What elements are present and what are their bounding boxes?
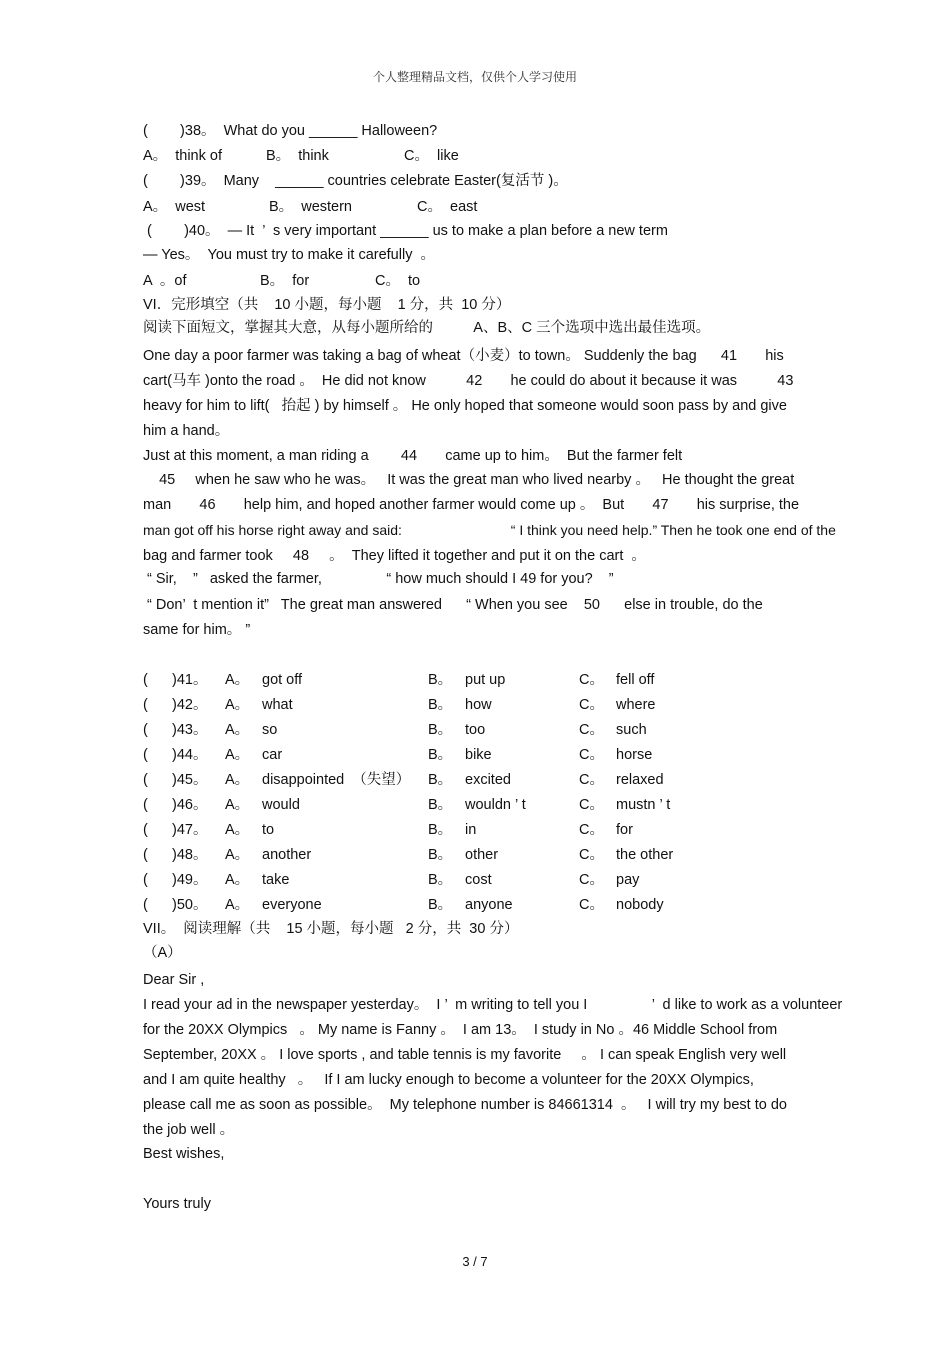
option-c: relaxed bbox=[616, 772, 664, 788]
option-num: )49。 bbox=[172, 872, 208, 888]
option-num: )48。 bbox=[172, 847, 208, 863]
option-c: horse bbox=[616, 747, 653, 763]
option-c: such bbox=[616, 722, 647, 738]
option-b: bike bbox=[465, 747, 492, 763]
passage-line: “ Don’ t mention it” The great man answered “ When you see 50 else in trouble, do the bbox=[143, 597, 763, 613]
option-label-paren: ( bbox=[143, 797, 148, 813]
option-label-A: A。 bbox=[225, 672, 250, 688]
option-num: )45。 bbox=[172, 772, 208, 788]
option-c: where bbox=[616, 697, 656, 713]
option-label-B: B。 bbox=[428, 822, 453, 838]
section7-title: VII。 阅读理解（共 15 小题，每小题 2 分，共 30 分） bbox=[143, 921, 519, 937]
option-label-A: A。 bbox=[225, 697, 250, 713]
option-b: anyone bbox=[465, 897, 513, 913]
option-label-A: A。 bbox=[225, 747, 250, 763]
option-a: got off bbox=[262, 672, 303, 688]
option-num: )42。 bbox=[172, 697, 208, 713]
letter-line: for the 20XX Olympics 。 My name is Fanny 。 I am 13。 I study in No 。46 Middle School from bbox=[143, 1022, 778, 1038]
q40-reply: — Yes。 You must try to make it carefully 。 bbox=[143, 247, 435, 263]
option-b: wouldn ’ t bbox=[465, 797, 526, 813]
option-label-A: A。 bbox=[225, 822, 250, 838]
passage-line: Just at this moment, a man riding a 44 came up to him。 But the farmer felt bbox=[143, 448, 683, 464]
option-label-C: C。 bbox=[579, 872, 604, 888]
letter-line: I read your ad in the newspaper yesterday。 I ’ m writing to tell you I ’ d like to work as a volunteer bbox=[143, 997, 843, 1013]
option-label-C: C。 bbox=[579, 797, 604, 813]
option-label-A: A。 bbox=[225, 772, 250, 788]
q39-option-b: B。 western bbox=[269, 199, 352, 215]
option-c: nobody bbox=[616, 897, 664, 913]
option-num: )43。 bbox=[172, 722, 208, 738]
q38-option-c: C。 like bbox=[404, 148, 459, 164]
option-a: everyone bbox=[262, 897, 322, 913]
option-label-paren: ( bbox=[143, 672, 148, 688]
option-a: take bbox=[262, 872, 290, 888]
page-header: 个人整理精品文档，仅供个人学习使用 bbox=[372, 70, 577, 84]
option-num: )50。 bbox=[172, 897, 208, 913]
option-label-B: B。 bbox=[428, 672, 453, 688]
option-label-paren: ( bbox=[143, 697, 148, 713]
passage-line: 45 when he saw who he was。 It was the great man who lived nearby 。 He thought the great bbox=[143, 472, 795, 488]
q40-stem: ( )40。 — It ’ s very important ______ us to make a plan before a new term bbox=[143, 223, 668, 239]
option-label-B: B。 bbox=[428, 722, 453, 738]
option-b: cost bbox=[465, 872, 492, 888]
passage-line: same for him。 ” bbox=[143, 622, 251, 638]
option-c: the other bbox=[616, 847, 674, 863]
letter-line: Best wishes, bbox=[143, 1146, 225, 1162]
option-a: another bbox=[262, 847, 312, 863]
section6-instruction: 阅读下面短文，掌握其大意，从每小题所给的 A、B、C 三个选项中选出最佳选项。 bbox=[143, 320, 711, 336]
section6-title: VI．完形填空（共 10 小题，每小题 1 分，共 10 分） bbox=[143, 297, 511, 313]
option-c: fell off bbox=[616, 672, 655, 688]
passage-line: man got off his horse right away and said: “ I think you need help.” Then he took one end of the bbox=[143, 522, 836, 538]
option-label-paren: ( bbox=[143, 722, 148, 738]
q40-option-b: B。 for bbox=[260, 273, 310, 289]
option-a: so bbox=[262, 722, 278, 738]
option-label-A: A。 bbox=[225, 847, 250, 863]
option-label-B: B。 bbox=[428, 797, 453, 813]
option-label-paren: ( bbox=[143, 772, 148, 788]
q40-option-a: A 。of bbox=[143, 273, 187, 289]
q38-option-b: B。 think bbox=[266, 148, 329, 164]
option-label-paren: ( bbox=[143, 847, 148, 863]
q38-stem: ( )38。 What do you ______ Halloween? bbox=[143, 123, 438, 139]
option-num: )44。 bbox=[172, 747, 208, 763]
option-label-C: C。 bbox=[579, 672, 604, 688]
option-a: car bbox=[262, 747, 283, 763]
option-num: )47。 bbox=[172, 822, 208, 838]
option-label-paren: ( bbox=[143, 747, 148, 763]
q38-option-a: A。 think of bbox=[143, 148, 222, 164]
passage-line: man 46 help him, and hoped another farmer would come up 。 But 47 his surprise, the bbox=[143, 497, 800, 513]
option-label-C: C。 bbox=[579, 747, 604, 763]
option-label-C: C。 bbox=[579, 822, 604, 838]
option-label-B: B。 bbox=[428, 872, 453, 888]
passage-line: “ Sir, ” asked the farmer, “ how much should I 49 for you? ” bbox=[143, 571, 614, 587]
option-num: )41。 bbox=[172, 672, 208, 688]
option-label-A: A。 bbox=[225, 897, 250, 913]
page-number: 3 / 7 bbox=[462, 1254, 488, 1269]
option-b: put up bbox=[465, 672, 506, 688]
option-label-A: A。 bbox=[225, 722, 250, 738]
passage-line: heavy for him to lift( 抬起 ) by himself 。 He only hoped that someone would soon pass by and give bbox=[143, 398, 787, 414]
letter-line: September, 20XX 。 I love sports , and table tennis is my favorite 。 I can speak English very well bbox=[143, 1047, 787, 1063]
passage-line: One day a poor farmer was taking a bag of wheat（小麦）to town。 Suddenly the bag 41 his bbox=[143, 348, 784, 364]
letter-line: Yours truly bbox=[143, 1196, 211, 1212]
section7-subtitle: （A） bbox=[143, 945, 182, 961]
option-label-A: A。 bbox=[225, 872, 250, 888]
option-label-C: C。 bbox=[579, 897, 604, 913]
option-a: would bbox=[262, 797, 300, 813]
option-label-B: B。 bbox=[428, 897, 453, 913]
option-label-C: C。 bbox=[579, 722, 604, 738]
q40-option-c: C。 to bbox=[375, 273, 421, 289]
option-b: excited bbox=[465, 772, 511, 788]
option-label-paren: ( bbox=[143, 897, 148, 913]
option-c: pay bbox=[616, 872, 640, 888]
letter-line: Dear Sir , bbox=[143, 972, 205, 988]
option-label-A: A。 bbox=[225, 797, 250, 813]
option-num: )46。 bbox=[172, 797, 208, 813]
option-b: how bbox=[465, 697, 492, 713]
option-label-B: B。 bbox=[428, 697, 453, 713]
passage-line: him a hand。 bbox=[143, 423, 230, 439]
letter-line: the job well 。 bbox=[143, 1122, 235, 1138]
passage-line: bag and farmer took 48 。 They lifted it together and put it on the cart 。 bbox=[143, 548, 646, 564]
passage-line: cart(马车 )onto the road 。 He did not know 42 he could do about it because it was 43 bbox=[143, 373, 794, 389]
q39-stem: ( )39。 Many ______ countries celebrate Easter(复活节 )。 bbox=[143, 173, 568, 189]
option-label-B: B。 bbox=[428, 747, 453, 763]
option-b: other bbox=[465, 847, 499, 863]
option-c: mustn ’ t bbox=[616, 797, 671, 813]
option-label-paren: ( bbox=[143, 822, 148, 838]
option-label-paren: ( bbox=[143, 872, 148, 888]
option-b: in bbox=[465, 822, 477, 838]
option-label-B: B。 bbox=[428, 847, 453, 863]
letter-line: and I am quite healthy 。 If I am lucky enough to become a volunteer for the 20XX Olympics, bbox=[143, 1072, 754, 1088]
q39-option-c: C。 east bbox=[417, 199, 478, 215]
option-label-B: B。 bbox=[428, 772, 453, 788]
option-b: too bbox=[465, 722, 486, 738]
option-a: to bbox=[262, 822, 275, 838]
letter-line: please call me as soon as possible。 My telephone number is 84661314 。 I will try my best to do bbox=[143, 1097, 787, 1113]
option-c: for bbox=[616, 822, 633, 838]
option-a: what bbox=[262, 697, 293, 713]
option-a: disappointed （失望） bbox=[262, 772, 411, 788]
option-label-C: C。 bbox=[579, 772, 604, 788]
q39-option-a: A。 west bbox=[143, 199, 206, 215]
option-label-C: C。 bbox=[579, 697, 604, 713]
option-label-C: C。 bbox=[579, 847, 604, 863]
